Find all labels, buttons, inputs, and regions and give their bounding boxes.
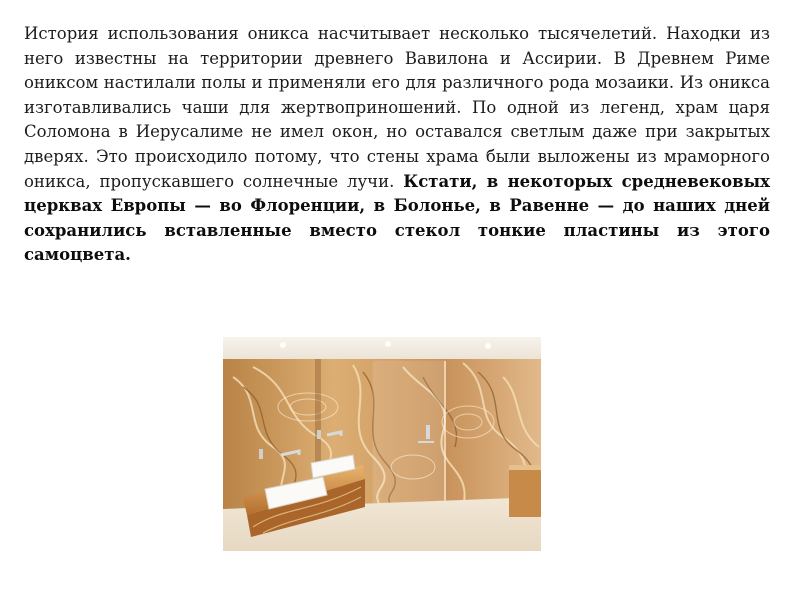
shower-fixture xyxy=(426,425,430,439)
ceiling-light xyxy=(385,341,391,347)
paragraph-text: История использования оникса насчитывает несколько тысячелетий. Находки из него известны на территории древнего Вавилона и Ассирии. В Древнем Риме ониксом настилали полы и применяли его для различного рода мозаики. Из оникса изготавливались чаши для жертвоприношений. По одной из легенд, храм царя Соломона в Иерусалиме не имел окон, но оставался светлым даже при закрытых дверях. Это происходило потому, что стены храма были выложены из мраморного оникса, пропускавшего солнечные лучи. xyxy=(24,24,770,191)
onyx-bench xyxy=(509,467,541,517)
bathroom-illustration xyxy=(223,337,541,551)
ceiling-light xyxy=(280,342,286,348)
onyx-bathroom-photo xyxy=(223,337,541,551)
glass-shower-panel xyxy=(373,361,445,507)
ceiling-light xyxy=(485,343,491,349)
paragraph-emphasis: Кстати, в некоторых средневековых церквах Европы — во Флоренции, в Болонье, в Равенне — до наших дней сохранились вставленные вместо стекол тонкие пластины из этого самоцвета. xyxy=(24,171,770,265)
body-paragraph xyxy=(24,22,770,268)
